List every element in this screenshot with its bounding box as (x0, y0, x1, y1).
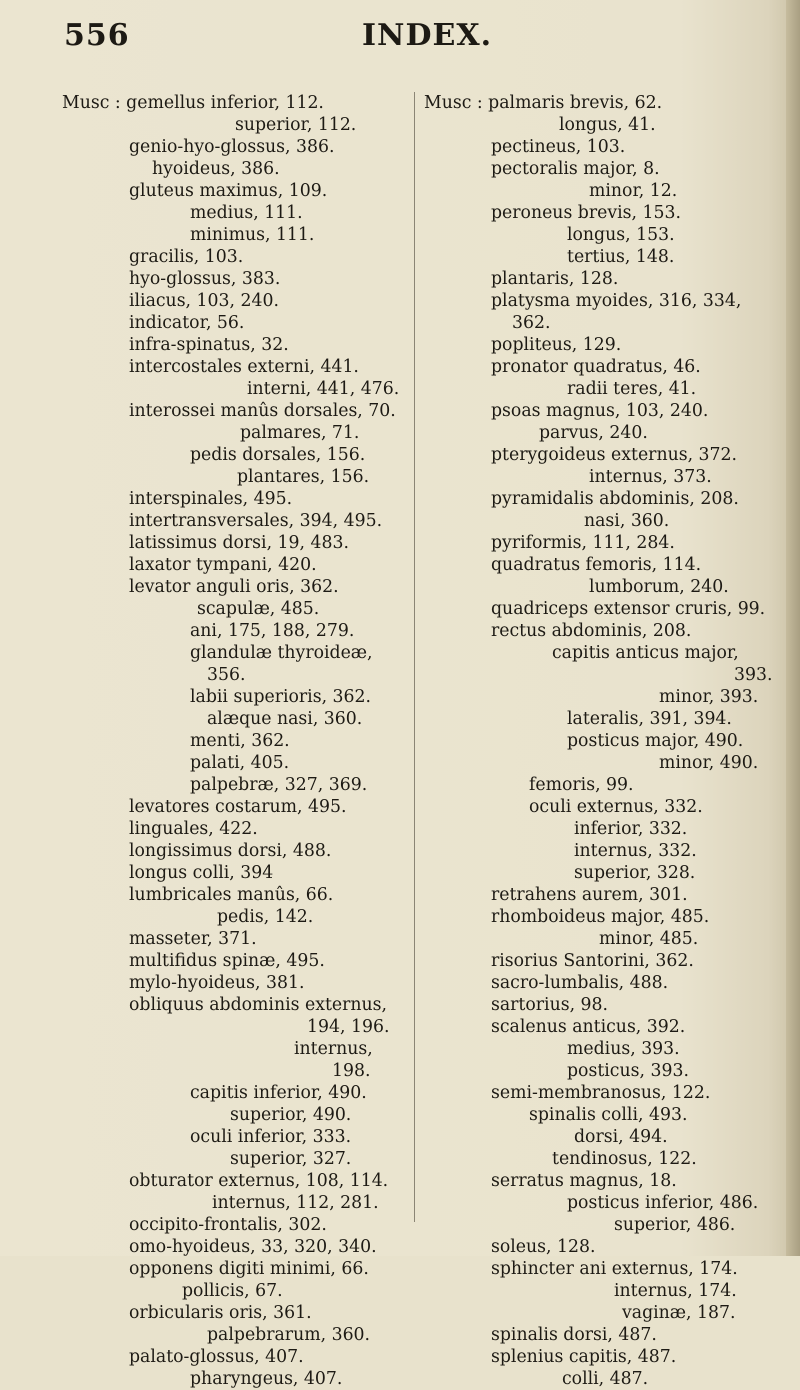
index-entry: semi-membranosus, 122. (491, 1083, 711, 1103)
index-entry: capitis inferior, 490. (190, 1083, 367, 1103)
index-entry: pterygoideus externus, 372. (491, 445, 738, 465)
index-entry: laxator tympani, 420. (129, 555, 317, 575)
index-entry: plantares, 156. (237, 467, 370, 487)
index-entry: lumborum, 240. (589, 577, 729, 597)
index-entry: scapulæ, 485. (197, 599, 320, 619)
index-entry: pollicis, 67. (182, 1281, 283, 1301)
index-entry: superior, 112. (235, 115, 357, 135)
index-entry: tendinosus, 122. (552, 1149, 697, 1169)
index-entry: menti, 362. (190, 731, 290, 751)
index-entry: internus, 112, 281. (212, 1193, 379, 1213)
index-entry: levator anguli oris, 362. (129, 577, 339, 597)
index-entry: internus, 332. (574, 841, 697, 861)
index-entry: 362. (512, 313, 551, 333)
index-entry: gracilis, 103. (129, 247, 244, 267)
index-entry: Musc : palmaris brevis, 62. (424, 93, 663, 113)
index-entry: opponens digiti minimi, 66. (129, 1259, 369, 1279)
index-entry: platysma myoides, 316, 334, (491, 291, 742, 311)
index-entry: oculi externus, 332. (529, 797, 703, 817)
index-entry: pectoralis major, 8. (491, 159, 660, 179)
index-entry: minimus, 111. (190, 225, 315, 245)
index-entry: risorius Santorini, 362. (491, 951, 694, 971)
index-entry: pyriformis, 111, 284. (491, 533, 675, 553)
index-entry: interspinales, 495. (129, 489, 293, 509)
index-entry: scalenus anticus, 392. (491, 1017, 686, 1037)
index-entry: inferior, 332. (574, 819, 688, 839)
index-entry: minor, 393. (659, 687, 759, 707)
index-entry: internus, 373. (589, 467, 712, 487)
index-entry: sartorius, 98. (491, 995, 609, 1015)
index-entry: psoas magnus, 103, 240. (491, 401, 709, 421)
page-header (0, 18, 800, 64)
index-entry: internus, 174. (614, 1281, 737, 1301)
index-entry: pedis, 142. (217, 907, 314, 927)
index-entry: labii superioris, 362. (190, 687, 372, 707)
index-entry: hyo-glossus, 383. (129, 269, 281, 289)
index-entry: nasi, 360. (584, 511, 670, 531)
index-entry: intercostales externi, 441. (129, 357, 359, 377)
index-entry: levatores costarum, 495. (129, 797, 347, 817)
index-entry: pharyngeus, 407. (190, 1369, 343, 1389)
index-entry: superior, 486. (614, 1215, 736, 1235)
index-entry: superior, 327. (230, 1149, 352, 1169)
index-entry: retrahens aurem, 301. (491, 885, 688, 905)
index-entry: interni, 441, 476. (247, 379, 400, 399)
index-entry: lateralis, 391, 394. (567, 709, 732, 729)
index-entry: obliquus abdominis externus, (129, 995, 387, 1015)
index-entry: palmares, 71. (240, 423, 360, 443)
index-entry: palati, 405. (190, 753, 290, 773)
index-entry: tertius, 148. (567, 247, 675, 267)
index-entry: rhomboideus major, 485. (491, 907, 710, 927)
index-entry: pronator quadratus, 46. (491, 357, 701, 377)
index-entry: indicator, 56. (129, 313, 245, 333)
index-entry: capitis anticus major, (552, 643, 739, 663)
index-entry: colli, 487. (562, 1369, 649, 1389)
index-entry: longus, 153. (567, 225, 675, 245)
index-entry: popliteus, 129. (491, 335, 622, 355)
index-entry: latissimus dorsi, 19, 483. (129, 533, 350, 553)
index-entry: hyoideus, 386. (152, 159, 280, 179)
index-entry: 393. (734, 665, 773, 685)
index-entry: 194, 196. (307, 1017, 390, 1037)
index-entry: palpebrarum, 360. (207, 1325, 371, 1345)
index-entry: soleus, 128. (491, 1237, 596, 1257)
index-entry: alæque nasi, 360. (207, 709, 363, 729)
index-entry: glandulæ thyroideæ, (190, 643, 373, 663)
index-entry: Musc : gemellus inferior, 112. (62, 93, 324, 113)
index-entry: spinalis dorsi, 487. (491, 1325, 657, 1345)
index-entry: iliacus, 103, 240. (129, 291, 279, 311)
page-number: 556 (64, 18, 130, 53)
index-entry: medius, 393. (567, 1039, 680, 1059)
index-entry: genio-hyo-glossus, 386. (129, 137, 335, 157)
index-entry: posticus major, 490. (567, 731, 744, 751)
index-entry: masseter, 371. (129, 929, 257, 949)
index-entry: sphincter ani externus, 174. (491, 1259, 738, 1279)
index-entry: spinalis colli, 493. (529, 1105, 688, 1125)
index-entry: vaginæ, 187. (622, 1303, 736, 1323)
index-entry: quadratus femoris, 114. (491, 555, 702, 575)
index-entry: ani, 175, 188, 279. (190, 621, 355, 641)
index-entry: omo-hyoideus, 33, 320, 340. (129, 1237, 377, 1257)
index-entry: gluteus maximus, 109. (129, 181, 328, 201)
index-entry: occipito-frontalis, 302. (129, 1215, 327, 1235)
column-divider (414, 92, 415, 1222)
index-entry: pyramidalis abdominis, 208. (491, 489, 739, 509)
index-entry: quadriceps extensor cruris, 99. (491, 599, 766, 619)
index-entry: linguales, 422. (129, 819, 258, 839)
index-entry: orbicularis oris, 361. (129, 1303, 312, 1323)
index-entry: peroneus brevis, 153. (491, 203, 681, 223)
index-entry: lumbricales manûs, 66. (129, 885, 334, 905)
index-entry: radii teres, 41. (567, 379, 697, 399)
index-entry: sacro-lumbalis, 488. (491, 973, 669, 993)
index-entry: minor, 490. (659, 753, 759, 773)
index-entry: oculi inferior, 333. (190, 1127, 352, 1147)
index-entry: posticus, 393. (567, 1061, 689, 1081)
index-entry: serratus magnus, 18. (491, 1171, 677, 1191)
index-entry: plantaris, 128. (491, 269, 619, 289)
index-entry: longus colli, 394 (129, 863, 274, 883)
index-entry: 356. (207, 665, 246, 685)
index-entry: superior, 328. (574, 863, 696, 883)
index-entry: medius, 111. (190, 203, 303, 223)
index-entry: posticus inferior, 486. (567, 1193, 759, 1213)
index-column-right (424, 92, 784, 1390)
index-column-left (62, 92, 422, 1390)
index-entry: minor, 12. (589, 181, 678, 201)
index-entry: pedis dorsales, 156. (190, 445, 366, 465)
index-entry: femoris, 99. (529, 775, 634, 795)
page-edge (786, 0, 800, 1256)
index-entry: palato-glossus, 407. (129, 1347, 304, 1367)
index-entry: splenius capitis, 487. (491, 1347, 677, 1367)
index-entry: internus, (294, 1039, 373, 1059)
index-entry: parvus, 240. (539, 423, 648, 443)
index-entry: pectineus, 103. (491, 137, 626, 157)
index-entry: longus, 41. (559, 115, 656, 135)
index-entry: obturator externus, 108, 114. (129, 1171, 389, 1191)
index-entry: 198. (332, 1061, 371, 1081)
index-entry: palpebræ, 327, 369. (190, 775, 368, 795)
index-entry: multifidus spinæ, 495. (129, 951, 325, 971)
index-entry: superior, 490. (230, 1105, 352, 1125)
index-entry: infra-spinatus, 32. (129, 335, 289, 355)
index-entry: longissimus dorsi, 488. (129, 841, 332, 861)
index-entry: minor, 485. (599, 929, 699, 949)
index-entry: interossei manûs dorsales, 70. (129, 401, 396, 421)
index-entry: intertransversales, 394, 495. (129, 511, 383, 531)
index-entry: dorsi, 494. (574, 1127, 668, 1147)
index-entry: rectus abdominis, 208. (491, 621, 692, 641)
index-entry: mylo-hyoideus, 381. (129, 973, 305, 993)
running-title: INDEX. (362, 18, 493, 53)
